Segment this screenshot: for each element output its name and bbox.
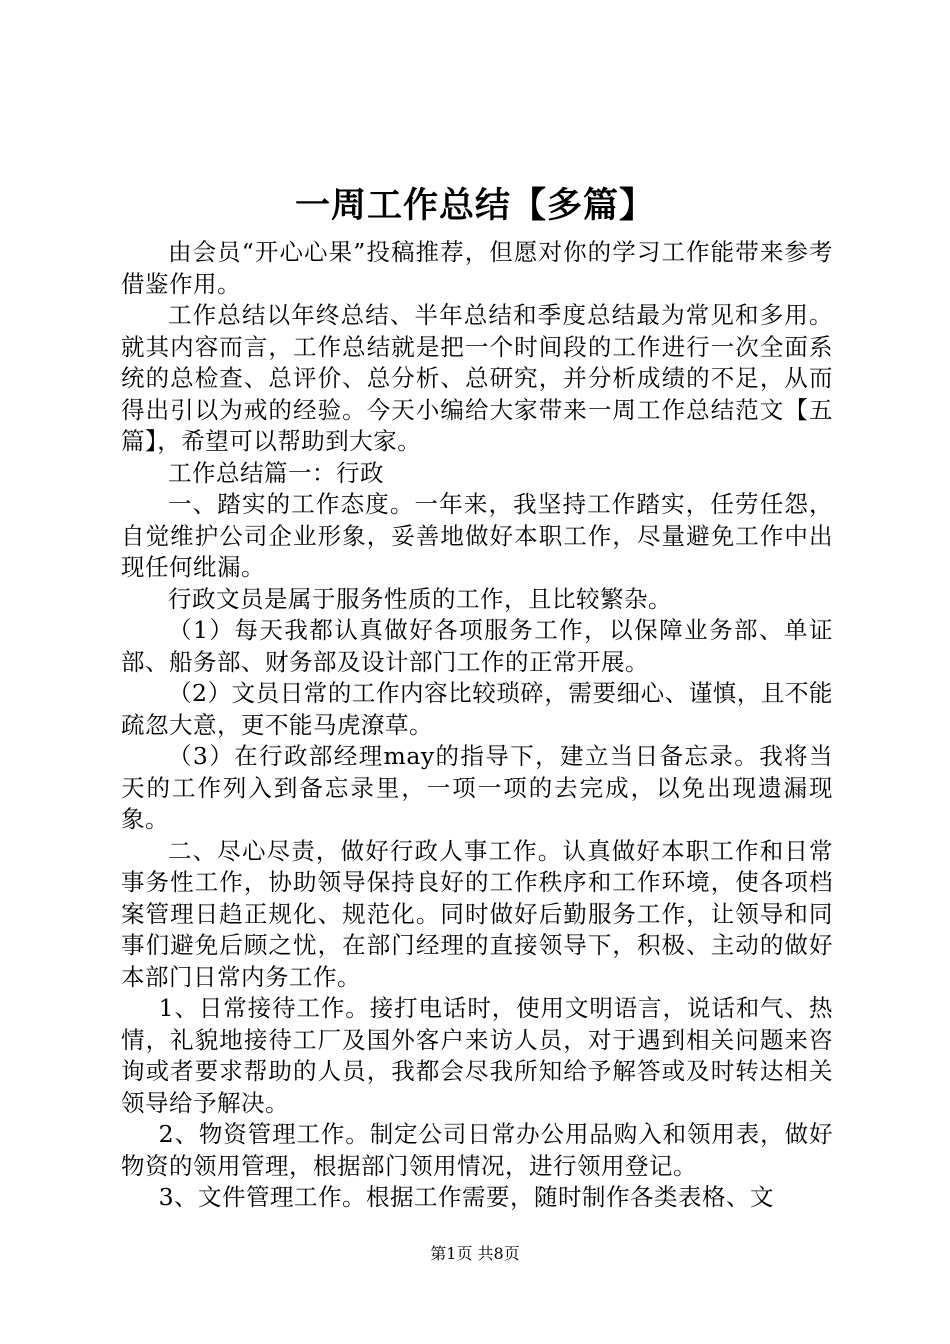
list-item: （3）在行政部经理may的指导下，建立当日备忘录。我将当天的工作列入到备忘录里，一项一项的去完成，以免出现遗漏现象。 — [121, 742, 833, 833]
paragraph: 行政文员是属于服务性质的工作，且比较繁杂。 — [168, 584, 672, 613]
list-item: 2、物资管理工作。制定公司日常办公用品购入和领用表，做好物资的领用管理，根据部门领用情况，进行领用登记。 — [121, 1120, 833, 1180]
paragraph-overview: 工作总结以年终总结、半年总结和季度总结最为常见和多用。就其内容而言，工作总结就是把一个时间段的工作进行一次全面系统的总检查、总评价、总分析、总研究，并分析成绩的不足，从而得出引以为戒的经验。今天小编给大家带来一周工作总结范文【五篇】，希望可以帮助到大家。 — [121, 301, 833, 455]
list-item: （1）每天我都认真做好各项服务工作，以保障业务部、单证部、船务部、财务部及设计部门工作的正常开展。 — [121, 616, 833, 676]
paragraph: 一、踏实的工作态度。一年来，我坚持工作踏实，任劳任怨，自觉维护公司企业形象，妥善地做好本职工作，尽量避免工作中出现任何纰漏。 — [121, 490, 833, 581]
paragraph-intro: 由会员“开心心果”投稿推荐，但愿对你的学习工作能带来参考借鉴作用。 — [121, 238, 833, 298]
document-body — [121, 237, 833, 1214]
list-item: 3、文件管理工作。根据工作需要，随时制作各类表格、文 — [158, 1183, 775, 1211]
page-number-footer: 第1页 共8页 — [430, 1244, 520, 1263]
list-item: （2）文员日常的工作内容比较琐碎，需要细心、谨慎，且不能疏忽大意，更不能马虎潦草。 — [121, 679, 833, 739]
paragraph: 二、尽心尽责，做好行政人事工作。认真做好本职工作和日常事务性工作，协助领导保持良好的工作秩序和工作环境，使各项档案管理日趋正规化、规范化。同时做好后勤服务工作，让领导和同事们避免后顾之忧，在部门经理的直接领导下，积极、主动的做好本部门日常内务工作。 — [121, 836, 833, 991]
list-item: 1、日常接待工作。接打电话时，使用文明语言，说话和气、热情，礼貌地接待工厂及国外客户来访人员，对于遇到相关问题来咨询或者要求帮助的人员，我都会尽我所知给予解答或及时转达相关领导给予解决。 — [121, 994, 833, 1117]
section-heading: 工作总结篇一：行政 — [168, 458, 384, 487]
document-title: 一周工作总结【多篇】 — [294, 185, 655, 226]
